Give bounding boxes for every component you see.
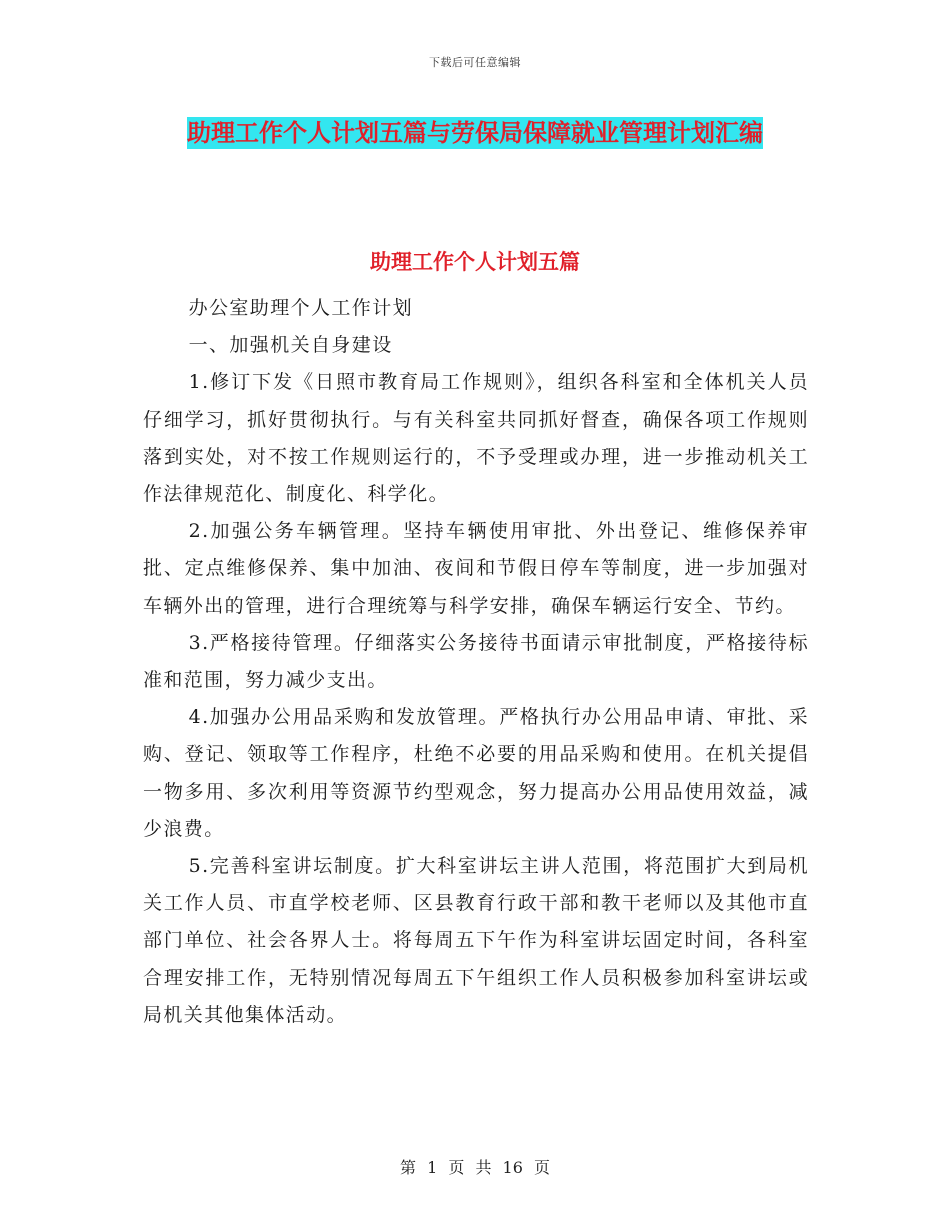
paragraph-section-heading: 一、加强机关自身建设	[188, 334, 393, 357]
paragraph-item-5: 5.完善科室讲坛制度。扩大科室讲坛主讲人范围，将范围扩大到局机关工作人员、市直学校老师、区县教育行政干部和教干老师以及其他市直部门单位、社会各界人士。将每周五下午作为科室讲坛固定时间，各科室合理安排工作，无特别情况每周五下午组织工作人员积极参加科室讲坛或局机关其他集体活动。	[143, 855, 809, 1026]
document-body	[143, 290, 809, 1034]
paragraph-item-3: 3.严格接待管理。仔细落实公务接待书面请示审批制度，严格接待标准和范围，努力减少支出。	[143, 631, 809, 692]
document-title	[140, 110, 810, 156]
page-header-note: 下载后可任意编辑	[429, 56, 521, 69]
page-footer: 第 1 页 共 16 页	[400, 1158, 550, 1177]
paragraph-heading: 办公室助理个人工作计划	[188, 297, 413, 319]
paragraph-item-4: 4.加强办公用品采购和发放管理。严格执行办公用品申请、审批、采购、登记、领取等工作程序，杜绝不必要的用品采购和使用。在机关提倡一物多用、多次利用等资源节约型观念，努力提高办公用品使用效益，减少浪费。	[143, 706, 809, 840]
document-title-text: 助理工作个人计划五篇与劳保局保障就业管理计划汇编	[187, 119, 763, 147]
paragraph-item-1: 1.修订下发《日照市教育局工作规则》，组织各科室和全体机关人员仔细学习，抓好贯彻执行。与有关科室共同抓好督查，确保各项工作规则落到实处，对不按工作规则运行的，不予受理或办理，进一步推动机关工作法律规范化、制度化、科学化。	[143, 371, 809, 506]
section-title: 助理工作个人计划五篇	[370, 250, 580, 274]
paragraph-item-2: 2.加强公务车辆管理。坚持车辆使用审批、外出登记、维修保养审批、定点维修保养、集中加油、夜间和节假日停车等制度，进一步加强对车辆外出的管理，进行合理统筹与科学安排，确保车辆运行安全、节约。	[143, 520, 809, 617]
